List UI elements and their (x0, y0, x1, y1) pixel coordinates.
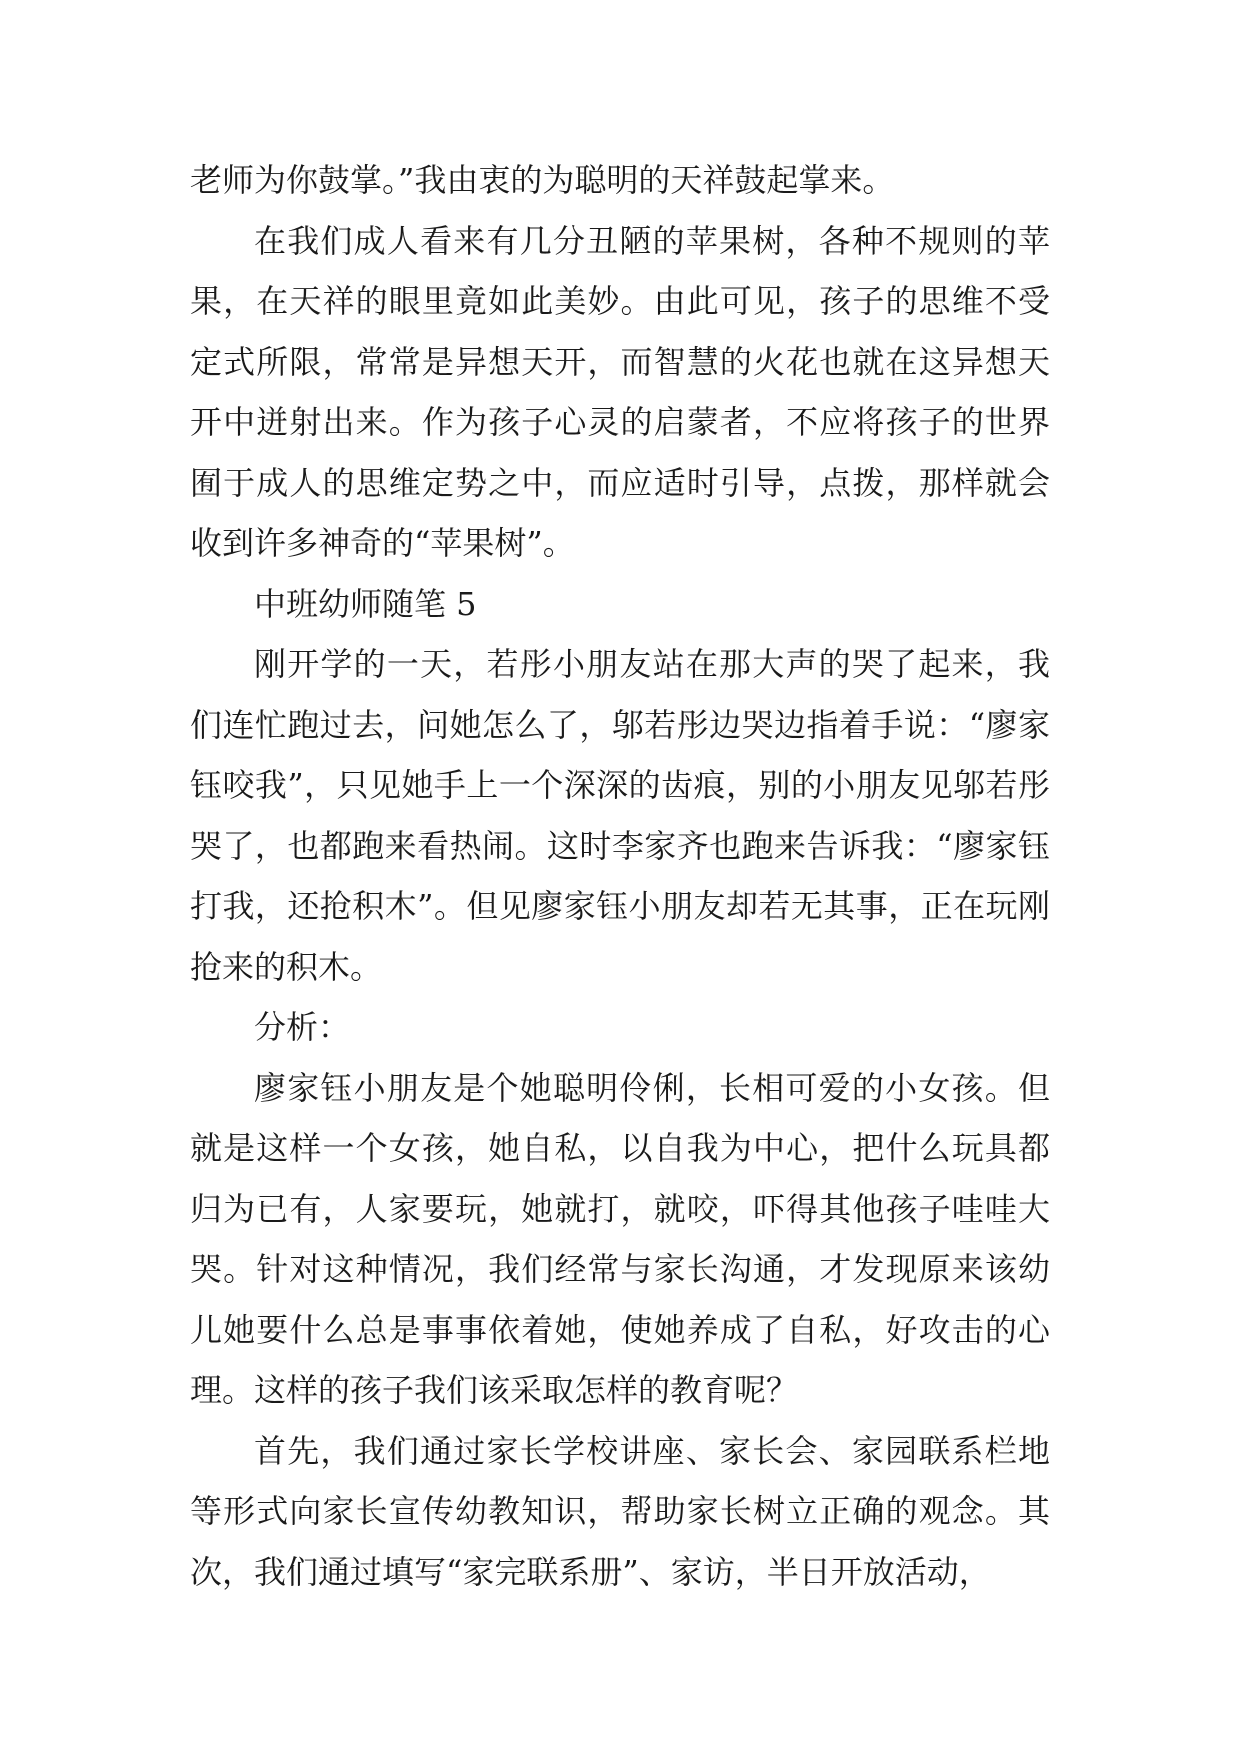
paragraph-closing-quote: 老师为你鼓掌。”我由衷的为聪明的天祥鼓起掌来。 (190, 161, 895, 199)
paragraph-measures: 首先，我们通过家长学校讲座、家长会、家园联系栏地等形式向家长宣传幼教知识，帮助家长树立正确的观念。其次，我们通过填写“家完联系册”、家访，半日开放活动， (190, 1431, 1050, 1591)
paragraph-incident: 刚开学的一天，若彤小朋友站在那大声的哭了起来，我们连忙跑过去，问她怎么了，邬若彤边哭边指着手说：“廖家钰咬我”，只见她手上一个深深的齿痕，别的小朋友见邬若彤哭了，也都跑来看热闹。这时李家齐也跑来告诉我：“廖家钰打我，还抢积木”。但见廖家钰小朋友却若无其事，正在玩刚抢来的积木。 (190, 645, 1050, 986)
section-heading: 中班幼师随笔 5 (254, 584, 477, 623)
paragraph-analysis: 廖家钰小朋友是个她聪明伶俐，长相可爱的小女孩。但就是这样一个女孩，她自私，以自我为中心，把什么玩具都归为已有，人家要玩，她就打，就咬，吓得其他孩子哇哇大哭。针对这种情况，我们经常与家长沟通，才发现原来该幼儿她要什么总是事事依着她，使她养成了自私，好攻击的心理。这样的孩子我们该采取怎样的教育呢？ (190, 1068, 1050, 1409)
document-body (190, 150, 1050, 1602)
analysis-label: 分析： (254, 1008, 351, 1046)
paragraph-apple-tree-reflection: 在我们成人看来有几分丑陋的苹果树，各种不规则的苹果，在天祥的眼里竟如此美妙。由此可见，孩子的思维不受定式所限，常常是异想天开，而智慧的火花也就在这异想天开中迸射出来。作为孩子心灵的启蒙者，不应将孩子的世界囿于成人的思维定势之中，而应适时引导，点拨，那样就会收到许多神奇的“苹果树”。 (190, 221, 1050, 562)
